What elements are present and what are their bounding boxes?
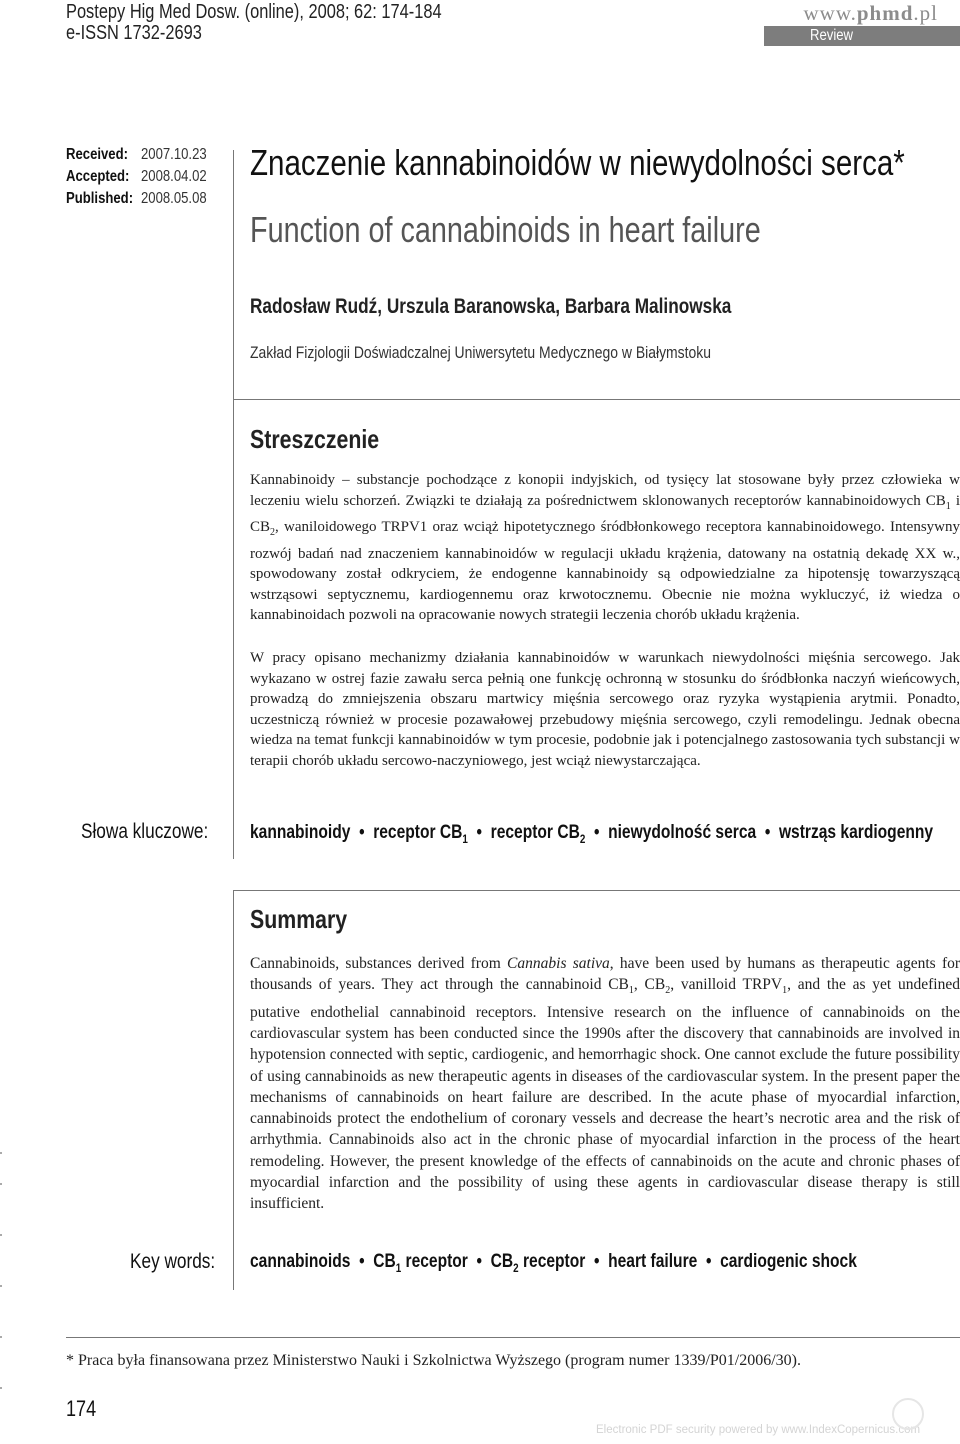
summary-text: Cannabinoids, substances derived from (250, 955, 508, 972)
keywords-list-english (250, 1251, 857, 1275)
funding-footnote: * Praca była finansowana przez Ministerstwo Nauki i Szkolnictwa Wyższego (program numer 1339/P01/2006/30). (66, 1352, 802, 1369)
cb-subscript: 2 (270, 527, 276, 538)
cb-subscript: 2 (665, 985, 671, 997)
summary-text: , vanilloid TRPV (670, 976, 783, 994)
keyword-subscript: 2 (579, 832, 586, 846)
affiliation: Zakład Fizjologii Doświadczalnej Uniwersytetu Medycznego w Białymstoku (250, 343, 711, 362)
bullet-separator: • (476, 1251, 482, 1272)
bullet-separator: • (593, 822, 600, 843)
keyword: CB (490, 1251, 514, 1272)
top-vertical-rule (233, 150, 234, 400)
trpv-subscript: 1 (782, 985, 788, 997)
keyword: CB (373, 1251, 396, 1272)
scan-speck (0, 1387, 2, 1389)
summary-paragraph (250, 953, 960, 1215)
bullet-separator: • (764, 822, 771, 843)
published-date: 2008.05.08 (141, 190, 207, 207)
keyword: wstrząs kardiogenny (778, 822, 934, 843)
journal-line-1: Postepy Hig Med Dosw. (online), 2008; 62: 174-184 (66, 1, 442, 23)
keyword: receptor CB (373, 822, 463, 843)
watermark-logo-icon (892, 1398, 924, 1430)
journal-citation (66, 2, 524, 44)
abstract-p1-text-b: i CB (250, 492, 960, 535)
site-name: phmd (856, 1, 914, 25)
abstract-heading-polish: Streszczenie (250, 424, 380, 454)
keyword: cannabinoids (250, 1251, 351, 1272)
journal-line-2: e-ISSN 1732-2693 (66, 22, 202, 44)
footnote-divider (66, 1337, 960, 1338)
keyword: heart failure (608, 1251, 698, 1272)
bullet-separator: • (476, 822, 482, 843)
section-banner (764, 26, 960, 46)
site-prefix: www. (803, 1, 857, 25)
site-suffix: .pl (913, 1, 938, 25)
abstract-vertical-rule (233, 399, 234, 859)
bullet-separator: • (359, 822, 365, 843)
keyword: receptor (518, 1251, 586, 1272)
scan-speck (0, 1285, 2, 1287)
keywords-label-polish: Słowa kluczowe: (81, 820, 209, 843)
keyword: kannabinoidy (250, 822, 351, 843)
keyword: receptor (401, 1251, 468, 1272)
article-title-english: Function of cannabinoids in heart failure (250, 209, 761, 250)
keyword-subscript: 1 (395, 1261, 402, 1275)
keyword: receptor CB (490, 822, 580, 843)
bullet-separator: • (593, 1251, 600, 1272)
page-number: 174 (66, 1396, 97, 1421)
published-label: Published: (66, 190, 134, 207)
scan-speck (0, 1234, 2, 1236)
abstract-p1-text-a: Kannabinoidy – substancje pochodzące z konopii indyjskich, od tysięcy lat stosowane były przez człowieka w leczeniu wielu schorzeń. Związki te działają za pośrednictwem sklonowanych receptorów kannabinoidowych CB (250, 472, 960, 509)
keyword-subscript: 1 (462, 832, 468, 846)
summary-vertical-rule (233, 890, 234, 1290)
cb-subscript: 1 (628, 985, 634, 997)
abstract-p1-text-c: , waniloidowego TRPV1 oraz wciąż hipotetycznego śródbłonkowego receptora kannabinoidowego. Intensywny rozwój badań nad znaczeniem kannabinoidów w regulacji układu krążenia, datowany na ostatnią dekadę XX w., spowodowany został odkryciem, że endogenne kannabinoidy są odpowiedzialne za hipotensję towarzyszącą wstrząsowi septycznemu, kardiogennemu oraz krwotocznemu. Obecnie nie można wykluczyć, iż wiedza o kannabinoidach pozwoli na opracowanie nowych strategii leczenia chorób układu krążenia. (250, 519, 960, 623)
summary-divider (233, 890, 960, 891)
accepted-date: 2008.04.02 (141, 168, 207, 185)
article-title-polish: Znaczenie kannabinoidów w niewydolności serca* (250, 142, 905, 183)
abstract-paragraph-1 (250, 470, 960, 626)
scan-speck (0, 1152, 2, 1154)
security-watermark: Electronic PDF security powered by www.IndexCopernicus.com (596, 1424, 921, 1436)
keyword-subscript: 2 (513, 1261, 519, 1275)
scan-speck (0, 1336, 2, 1338)
received-label: Received: (66, 146, 128, 163)
received-date: 2007.10.23 (141, 146, 207, 163)
summary-heading: Summary (250, 904, 348, 934)
keyword: niewydolność serca (608, 822, 757, 843)
journal-website-link[interactable] (803, 1, 938, 26)
abstract-divider (233, 399, 960, 400)
authors: Radosław Rudź, Urszula Baranowska, Barbara Malinowska (250, 295, 732, 318)
bullet-separator: • (705, 1251, 712, 1272)
keyword: cardiogenic shock (720, 1251, 857, 1272)
summary-text: , have been used by humans as therapeutic agents for thousands of years. They act through the cannabinoid CB (250, 955, 960, 994)
species-name: Cannabis sativa (507, 955, 610, 972)
section-label: Review (810, 27, 854, 44)
summary-text: , and the as yet undefined putative endothelial cannabinoid receptors. Intensive research on the influence of cannabinoids on the cardiovascular system has been conducted since the 1990s after the discovery that cannabinoids are involved in hypotension connected with septic, cardiogenic, and hemorrhagic shock. One cannot exclude the future possibility of using cannabinoids as new therapeutic agents in diseases of the cardiovascular system. In the present paper the mechanisms of cannabinoids on heart failure are described. In the acute phase of myocardial infarction, cannabinoids protect the endothelium of coronary vessels and decrease the heart’s necrotic area and the risk of arrhythmia. Cannabinoids also act in the chronic phase of myocardial infarction in the process of the heart remodeling. However, the present knowledge of the effects of cannabinoids on the acute and chronic phases of myocardial infarction and the possibility of using these agents in cardiovascular disease therapy is still insufficient. (250, 976, 960, 1213)
abstract-paragraph-2: W pracy opisano mechanizmy działania kannabinoidów w warunkach niewydolności mięśnia sercowego. Jak wykazano w ostrej fazie zawału serca pełnią one funkcję ochronną w stosunku do śródbłonka naczyń wieńcowych, prowadzą do zmniejszenia obszaru martwicy mięśnia sercowego oraz ryzyka wystąpienia arytmii. Ponadto, uczestniczą również w procesie pozawałowej przebudowy mięśnia sercowego, czyli remodelingu. Jednak obecna wiedza na temat funkcji kannabinoidów w tym procesie, podobnie jak i potencjalnego zastosowania tych substancji w terapii chorób układu sercowo-naczyniowego, jest wciąż niewystarczająca. (250, 650, 960, 769)
scan-speck (0, 1183, 2, 1185)
keywords-label-english: Key words: (130, 1250, 216, 1273)
keywords-list-polish (250, 822, 933, 846)
bullet-separator: • (359, 1251, 365, 1272)
summary-text: , CB (633, 976, 666, 994)
cb-subscript: 1 (945, 500, 951, 512)
accepted-label: Accepted: (66, 168, 130, 185)
